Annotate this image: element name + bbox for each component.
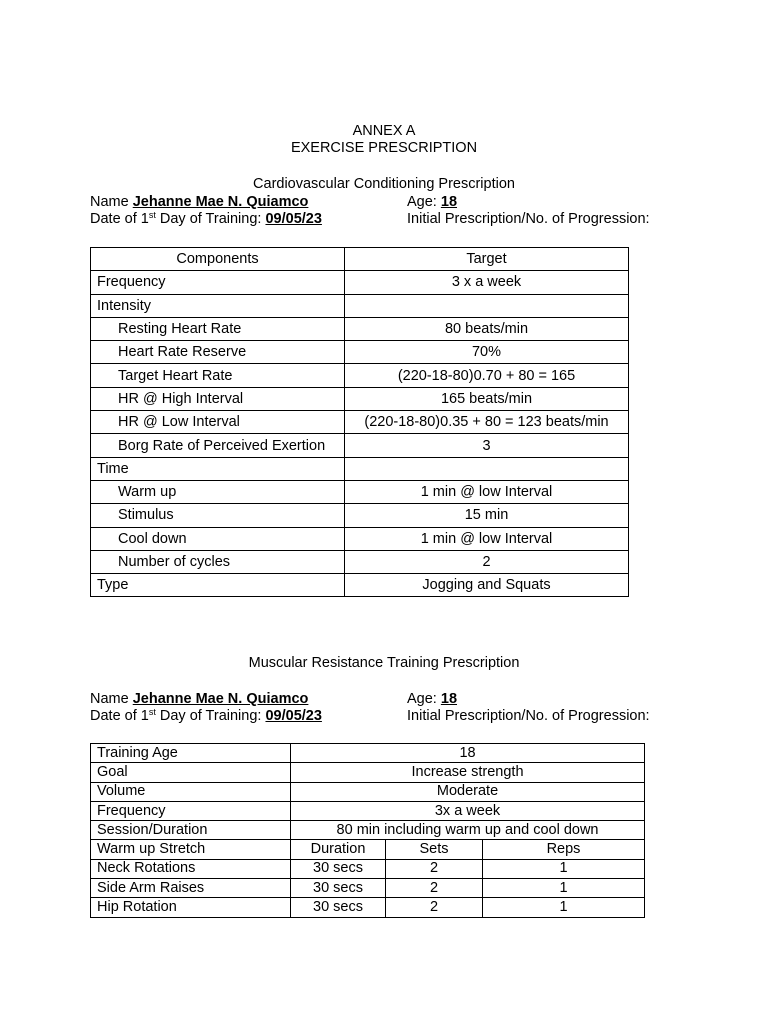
component-cell: Stimulus bbox=[91, 504, 345, 527]
label-cell: Frequency bbox=[91, 801, 291, 820]
target-cell: 1 min @ low Interval bbox=[345, 480, 629, 503]
cardio-table bbox=[90, 247, 629, 597]
header-target: Target bbox=[345, 248, 629, 271]
component-cell: HR @ Low Interval bbox=[91, 411, 345, 434]
table-row bbox=[91, 341, 629, 364]
date-label-sup: st bbox=[148, 707, 156, 717]
component-cell: Cool down bbox=[91, 527, 345, 550]
table-row bbox=[91, 294, 629, 317]
component-cell: Type bbox=[91, 574, 345, 597]
component-cell: Heart Rate Reserve bbox=[91, 341, 345, 364]
cardio-heading: Cardiovascular Conditioning Prescription bbox=[253, 176, 515, 192]
value-cell: 18 bbox=[291, 744, 645, 763]
duration-header: Duration bbox=[291, 840, 386, 859]
cardio-date-line bbox=[90, 211, 322, 228]
exercise-row bbox=[91, 859, 645, 878]
table-row bbox=[91, 457, 629, 480]
exercise-name: Neck Rotations bbox=[91, 859, 291, 878]
table-row bbox=[91, 411, 629, 434]
component-cell: Number of cycles bbox=[91, 550, 345, 573]
value-cell: Increase strength bbox=[291, 763, 645, 782]
exercise-duration: 30 secs bbox=[291, 859, 386, 878]
table-row bbox=[91, 763, 645, 782]
table-row bbox=[91, 801, 645, 820]
date-label-pre: Date of 1 bbox=[90, 708, 149, 724]
value-cell: Moderate bbox=[291, 782, 645, 801]
exercise-name: Side Arm Raises bbox=[91, 879, 291, 898]
date-label-sup: st bbox=[148, 210, 156, 220]
muscular-heading: Muscular Resistance Training Prescription bbox=[248, 655, 520, 671]
component-cell: Warm up bbox=[91, 480, 345, 503]
muscular-table bbox=[90, 743, 645, 918]
target-cell: 165 beats/min bbox=[345, 387, 629, 410]
name-value: Jehanne Mae N. Quiamco bbox=[132, 691, 309, 707]
label-cell: Training Age bbox=[91, 744, 291, 763]
table-row bbox=[91, 271, 629, 294]
label-cell: Volume bbox=[91, 782, 291, 801]
table-row bbox=[91, 744, 645, 763]
date-label-post: Day of Training: bbox=[155, 211, 262, 227]
target-cell bbox=[345, 294, 629, 317]
target-cell bbox=[345, 457, 629, 480]
table-row bbox=[91, 480, 629, 503]
name-label: Name bbox=[90, 691, 129, 707]
exercise-reps: 1 bbox=[483, 859, 645, 878]
muscular-name-line bbox=[90, 691, 308, 708]
stretch-label: Warm up Stretch bbox=[91, 840, 291, 859]
value-cell: 3x a week bbox=[291, 801, 645, 820]
header-components: Components bbox=[91, 248, 345, 271]
target-cell: 2 bbox=[345, 550, 629, 573]
table-row bbox=[91, 504, 629, 527]
exercise-reps: 1 bbox=[483, 898, 645, 917]
cardio-progression-label: Initial Prescription/No. of Progression: bbox=[407, 211, 650, 227]
age-label: Age: bbox=[407, 194, 437, 210]
component-cell: Time bbox=[91, 457, 345, 480]
exercise-name: Hip Rotation bbox=[91, 898, 291, 917]
table-header-row bbox=[91, 248, 629, 271]
exercise-duration: 30 secs bbox=[291, 879, 386, 898]
sets-header: Sets bbox=[386, 840, 483, 859]
exercise-sets: 2 bbox=[386, 898, 483, 917]
document-title: EXERCISE PRESCRIPTION bbox=[290, 140, 478, 156]
value-cell: 80 min including warm up and cool down bbox=[291, 821, 645, 840]
table-row bbox=[91, 434, 629, 457]
label-cell: Goal bbox=[91, 763, 291, 782]
target-cell: 70% bbox=[345, 341, 629, 364]
name-label: Name bbox=[90, 194, 129, 210]
label-cell: Session/Duration bbox=[91, 821, 291, 840]
component-cell: Resting Heart Rate bbox=[91, 317, 345, 340]
table-row bbox=[91, 527, 629, 550]
target-cell: 15 min bbox=[345, 504, 629, 527]
annex-label: ANNEX A bbox=[352, 123, 416, 139]
target-cell: 3 x a week bbox=[345, 271, 629, 294]
target-cell: (220-18-80)0.35 + 80 = 123 beats/min bbox=[345, 411, 629, 434]
component-cell: Borg Rate of Perceived Exertion bbox=[91, 434, 345, 457]
exercise-row bbox=[91, 898, 645, 917]
date-label-post: Day of Training: bbox=[155, 708, 262, 724]
table-row bbox=[91, 364, 629, 387]
age-label: Age: bbox=[407, 691, 437, 707]
exercise-duration: 30 secs bbox=[291, 898, 386, 917]
age-value: 18 bbox=[440, 194, 458, 210]
component-cell: Intensity bbox=[91, 294, 345, 317]
table-row bbox=[91, 550, 629, 573]
target-cell: (220-18-80)0.70 + 80 = 165 bbox=[345, 364, 629, 387]
date-value: 09/05/23 bbox=[265, 211, 322, 227]
exercise-sets: 2 bbox=[386, 859, 483, 878]
exercise-reps: 1 bbox=[483, 879, 645, 898]
age-value: 18 bbox=[440, 691, 458, 707]
muscular-date-line bbox=[90, 708, 322, 725]
cardio-age-line bbox=[407, 194, 457, 211]
name-value: Jehanne Mae N. Quiamco bbox=[132, 194, 309, 210]
component-cell: Frequency bbox=[91, 271, 345, 294]
table-row bbox=[91, 387, 629, 410]
table-row bbox=[91, 782, 645, 801]
stretch-header-row bbox=[91, 840, 645, 859]
date-value: 09/05/23 bbox=[265, 708, 322, 724]
exercise-sets: 2 bbox=[386, 879, 483, 898]
muscular-age-line bbox=[407, 691, 457, 708]
reps-header: Reps bbox=[483, 840, 645, 859]
table-row bbox=[91, 317, 629, 340]
target-cell: 3 bbox=[345, 434, 629, 457]
component-cell: Target Heart Rate bbox=[91, 364, 345, 387]
target-cell: Jogging and Squats bbox=[345, 574, 629, 597]
cardio-name-line bbox=[90, 194, 308, 211]
target-cell: 80 beats/min bbox=[345, 317, 629, 340]
muscular-progression-label: Initial Prescription/No. of Progression: bbox=[407, 708, 650, 724]
exercise-row bbox=[91, 879, 645, 898]
date-label-pre: Date of 1 bbox=[90, 211, 149, 227]
component-cell: HR @ High Interval bbox=[91, 387, 345, 410]
table-row bbox=[91, 574, 629, 597]
target-cell: 1 min @ low Interval bbox=[345, 527, 629, 550]
table-row bbox=[91, 821, 645, 840]
